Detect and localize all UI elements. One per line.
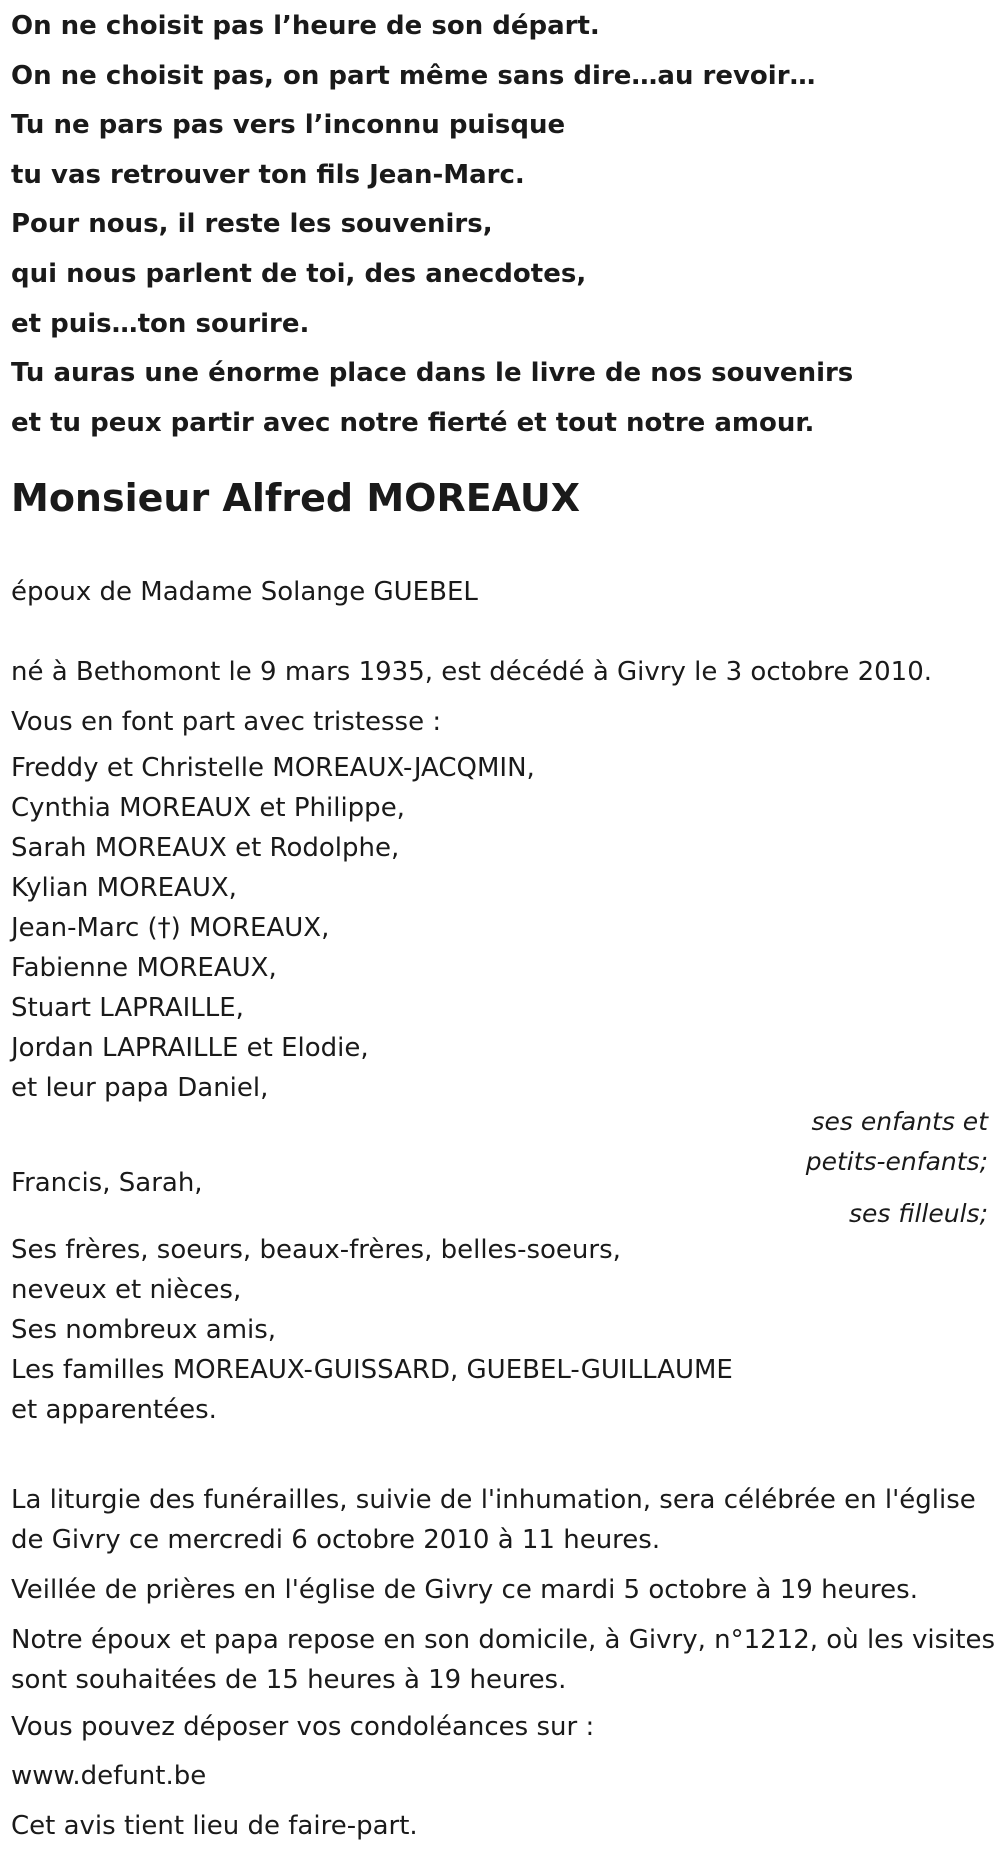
list-item: et apparentées. <box>11 1395 217 1425</box>
website-link[interactable]: www.defunt.be <box>11 1761 207 1791</box>
list-item: Stuart LAPRAILLE, <box>11 993 244 1023</box>
poem-line: Pour nous, il reste les souvenirs, <box>11 209 493 240</box>
list-item: neveux et nièces, <box>11 1275 242 1305</box>
list-item: Kylian MOREAUX, <box>11 873 237 903</box>
godchildren-line: Francis, Sarah, <box>11 1168 203 1198</box>
children-role-line: ses enfants et <box>811 1107 988 1136</box>
poem-line: Tu ne pars pas vers l’inconnu puisque <box>11 110 566 141</box>
list-item: Cynthia MOREAUX et Philippe, <box>11 793 405 823</box>
list-item: et leur papa Daniel, <box>11 1073 269 1103</box>
list-item: Jordan LAPRAILLE et Elodie, <box>11 1033 369 1063</box>
list-item: Sarah MOREAUX et Rodolphe, <box>11 833 400 863</box>
list-item: Ses nombreux amis, <box>11 1315 277 1345</box>
rest-paragraph: Notre époux et papa repose en son domicile, à Givry, n°1212, où les visites sont souhaitées de 15 heures à 19 heures. <box>11 1625 996 1695</box>
list-item: Jean-Marc (†) MOREAUX, <box>11 913 330 943</box>
list-item: Ses frères, soeurs, beaux-frères, belles-soeurs, <box>11 1235 621 1265</box>
funeral-paragraph: La liturgie des funérailles, suivie de l'inhumation, sera célébrée en l'église de Givry ce mercredi 6 octobre 2010 à 11 heures. <box>11 1485 976 1555</box>
list-item: Fabienne MOREAUX, <box>11 953 277 983</box>
poem-line: qui nous parlent de toi, des anecdotes, <box>11 258 587 289</box>
poem-line: Tu auras une énorme place dans le livre de nos souvenirs <box>11 358 854 389</box>
list-item: Les familles MOREAUX-GUISSARD, GUEBEL-GUILLAUME <box>11 1355 733 1385</box>
poem-line: et tu peux partir avec notre fierté et tout notre amour. <box>11 407 815 438</box>
list-item: Freddy et Christelle MOREAUX-JACQMIN, <box>11 753 535 783</box>
vigil-paragraph: Veillée de prières en l'église de Givry ce mardi 5 octobre à 19 heures. <box>11 1575 918 1605</box>
children-role-line: petits-enfants; <box>805 1147 988 1176</box>
godchildren-role: ses filleuls; <box>848 1199 988 1228</box>
relatives-list <box>11 1230 733 1430</box>
poem <box>11 2 991 448</box>
poem-line: et puis…ton sourire. <box>11 308 310 339</box>
spouse-line: époux de Madame Solange GUEBEL <box>11 577 478 607</box>
birth-death-line: né à Bethomont le 9 mars 1935, est décédé à Givry le 3 octobre 2010. <box>11 657 933 687</box>
children-role <box>806 1102 988 1182</box>
poem-line: On ne choisit pas l’heure de son départ. <box>11 11 600 41</box>
poem-line: tu vas retrouver ton fils Jean-Marc. <box>11 159 525 190</box>
intro-line: Vous en font part avec tristesse : <box>11 707 442 737</box>
condolences-line: Vous pouvez déposer vos condoléances sur : <box>11 1712 595 1742</box>
notice-line: Cet avis tient lieu de faire-part. <box>11 1811 418 1841</box>
poem-line: On ne choisit pas, on part même sans dire…au revoir… <box>11 60 816 91</box>
children-list <box>11 748 535 1108</box>
deceased-name: Monsieur Alfred MOREAUX <box>11 476 581 520</box>
